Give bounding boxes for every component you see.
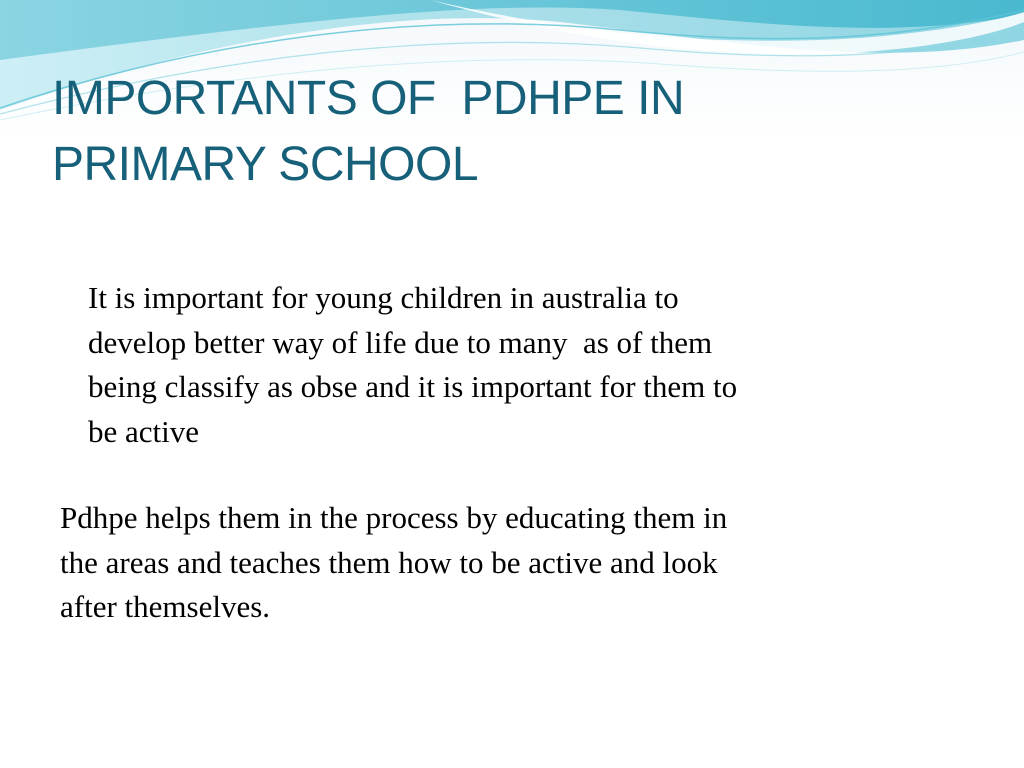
paragraph-1-line-3: being classify as obse and it is important for them to [88, 369, 738, 404]
slide-title-line-2: PRIMARY SCHOOL [52, 138, 479, 191]
body-paragraph-1 [60, 276, 960, 454]
slide-title-line-1: IMPORTANTS OF PDHPE IN [52, 72, 685, 125]
paragraph-2-line-3: after themselves. [60, 589, 271, 624]
paragraph-1-line-4: be active [88, 413, 200, 449]
body-paragraph-2 [60, 496, 960, 630]
paragraph-2-line-2: the areas and teaches them how to be active and look [60, 544, 718, 580]
slide-title [52, 66, 952, 198]
slide-body [60, 276, 960, 630]
paragraph-1-line-2: develop better way of life due to many as of them [88, 324, 713, 360]
paragraph-1-line-1: It is important for young children in australia to [88, 280, 679, 315]
paragraph-2-line-1: Pdhpe helps them in the process by educating them in [60, 500, 728, 535]
